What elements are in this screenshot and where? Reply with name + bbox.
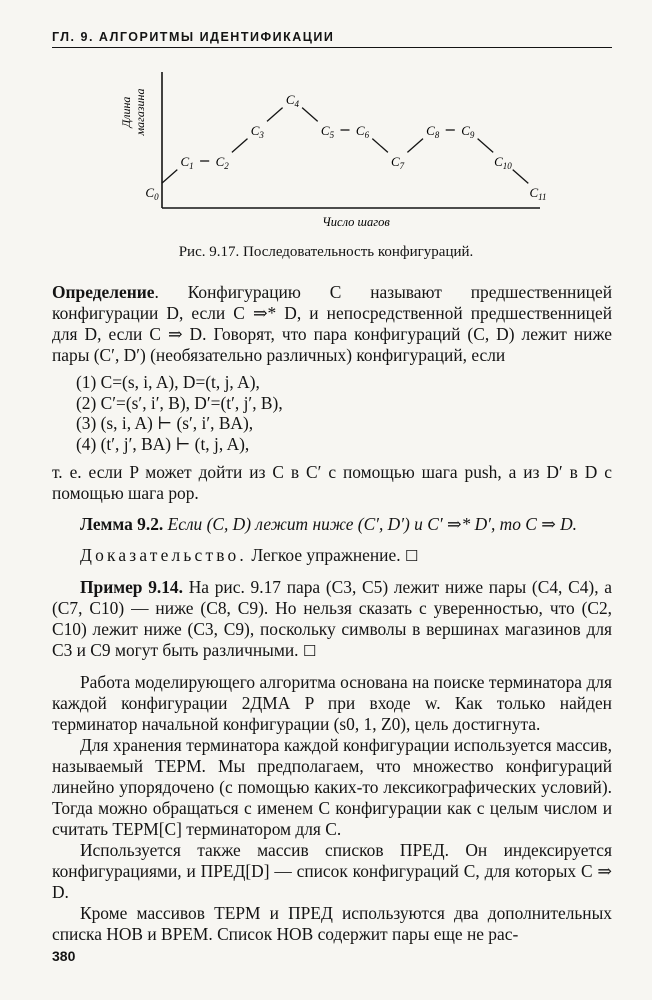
definition-explanation: т. е. если P может дойти из C в C′ с помощью шага push, а из D′ в D с помощью шага pop. [52, 462, 612, 503]
point-label-c9: $C_9$ [461, 123, 475, 140]
segment-4-5 [302, 108, 318, 122]
segment-9-10 [478, 139, 494, 153]
segment-10-11 [513, 170, 529, 184]
segment-7-8 [407, 139, 423, 153]
condition-3: (3) (s, i, A) ⊢ (s′, i′, BA), [76, 413, 254, 433]
paragraph-3: Используется также массив списков ПРЕД. Он индексируется конфигурациями, и ПРЕД[D] — список конфигураций C, для которых C ⇒ D. [52, 840, 612, 902]
example-paragraph [52, 577, 612, 662]
lemma-body: Если (C, D) лежит ниже (C′, D′) и C′ ⇒* D′, то C ⇒ D. [163, 514, 578, 534]
point-label-c0: $C_0$ [145, 185, 159, 202]
proof-paragraph [52, 545, 612, 567]
segment-2-3 [232, 139, 248, 153]
segment-3-4 [267, 108, 283, 122]
point-label-c7: $C_7$ [391, 154, 405, 171]
definition-paragraph [52, 282, 612, 366]
condition-list [76, 372, 612, 454]
segment-6-7 [372, 139, 388, 153]
point-label-c6: $C_6$ [355, 123, 370, 140]
segment-0-1 [162, 170, 178, 184]
figure-configurations [110, 60, 560, 241]
line-chart [110, 60, 560, 236]
qed-symbol: ☐ [404, 547, 419, 565]
condition-2: (2) C′=(s′, i′, B), D′=(t′, j′, B), [76, 392, 283, 413]
series-line [162, 108, 529, 184]
y-axis-label-1: Длина [119, 96, 133, 128]
point-label-c1: $C_1$ [180, 154, 194, 171]
point-label-c4: $C_4$ [285, 92, 299, 109]
proof-word: Доказательство. [80, 545, 247, 565]
paragraph-4: Кроме массивов ТЕРМ и ПРЕД используются два дополнительных списка НОВ и ВРЕМ. Список НОВ содержит пары еще не рас- [52, 903, 612, 944]
point-label-c5: $C_5$ [320, 123, 335, 140]
body-text [52, 282, 612, 945]
point-label-c3: $C_3$ [250, 123, 264, 140]
definition-title: Определение [52, 282, 155, 302]
running-header: ГЛ. 9. АЛГОРИТМЫ ИДЕНТИФИКАЦИИ [52, 30, 612, 48]
paragraph-1: Работа моделирующего алгоритма основана на поиске терминатора для каждой конфигурации 2ДМА P при входе w. Как только найден терминатор начальной конфигурации (s0, 1, Z0), цель достигнута. [52, 672, 612, 734]
lemma-paragraph [52, 514, 612, 535]
y-axis-label-2: магазина [133, 88, 147, 136]
example-body: На рис. 9.17 пара (C3, C5) лежит ниже пары (C4, C4), а (C7, C10) — ниже (C8, C9). Но нельзя сказать с уверенностью, что (C2, C10) лежит ниже (C3, C9), поскольку символы в вершинах магазинов для C3 и C9 могут быть различными. [52, 577, 612, 660]
point-label-c2: $C_2$ [215, 154, 229, 171]
lemma-title: Лемма 9.2. [80, 514, 164, 534]
figure-caption: Рис. 9.17. Последовательность конфигураций. [178, 244, 474, 260]
condition-1: (1) C=(s, i, A), D=(t, j, A), [76, 372, 260, 392]
qed-symbol: ☐ [302, 642, 317, 660]
example-title: Пример 9.14. [80, 577, 183, 597]
x-axis-label: Число шагов [322, 215, 390, 229]
definition-body: . Конфигурацию C называют предшественницей конфигурации D, если C ⇒* D, и непосредственной предшественницей для D, если C ⇒ D. Говорят, что пара конфигураций (C, D) лежит ниже пары (C′, D′) (необязательно различных) конфигураций, если [52, 282, 612, 365]
condition-4: (4) (t′, j′, BA) ⊢ (t, j, A), [76, 433, 250, 454]
point-label-c10: $C_{10}$ [494, 154, 512, 171]
paragraph-2: Для хранения терминатора каждой конфигурации используется массив, называемый ТЕРМ. Мы предполагаем, что множество конфигураций линейно упорядочено (с помощью каких-то лексикографических условий). Тогда можно обращаться с именем C конфигурации как с целым числом и считать ТЕРМ[C] терминатором для C. [52, 735, 612, 839]
point-label-c8: $C_8$ [426, 123, 440, 140]
point-label-c11: $C_{11}$ [529, 185, 547, 202]
page-number: 380 [52, 948, 76, 964]
proof-body: Легкое упражнение. [246, 545, 401, 565]
